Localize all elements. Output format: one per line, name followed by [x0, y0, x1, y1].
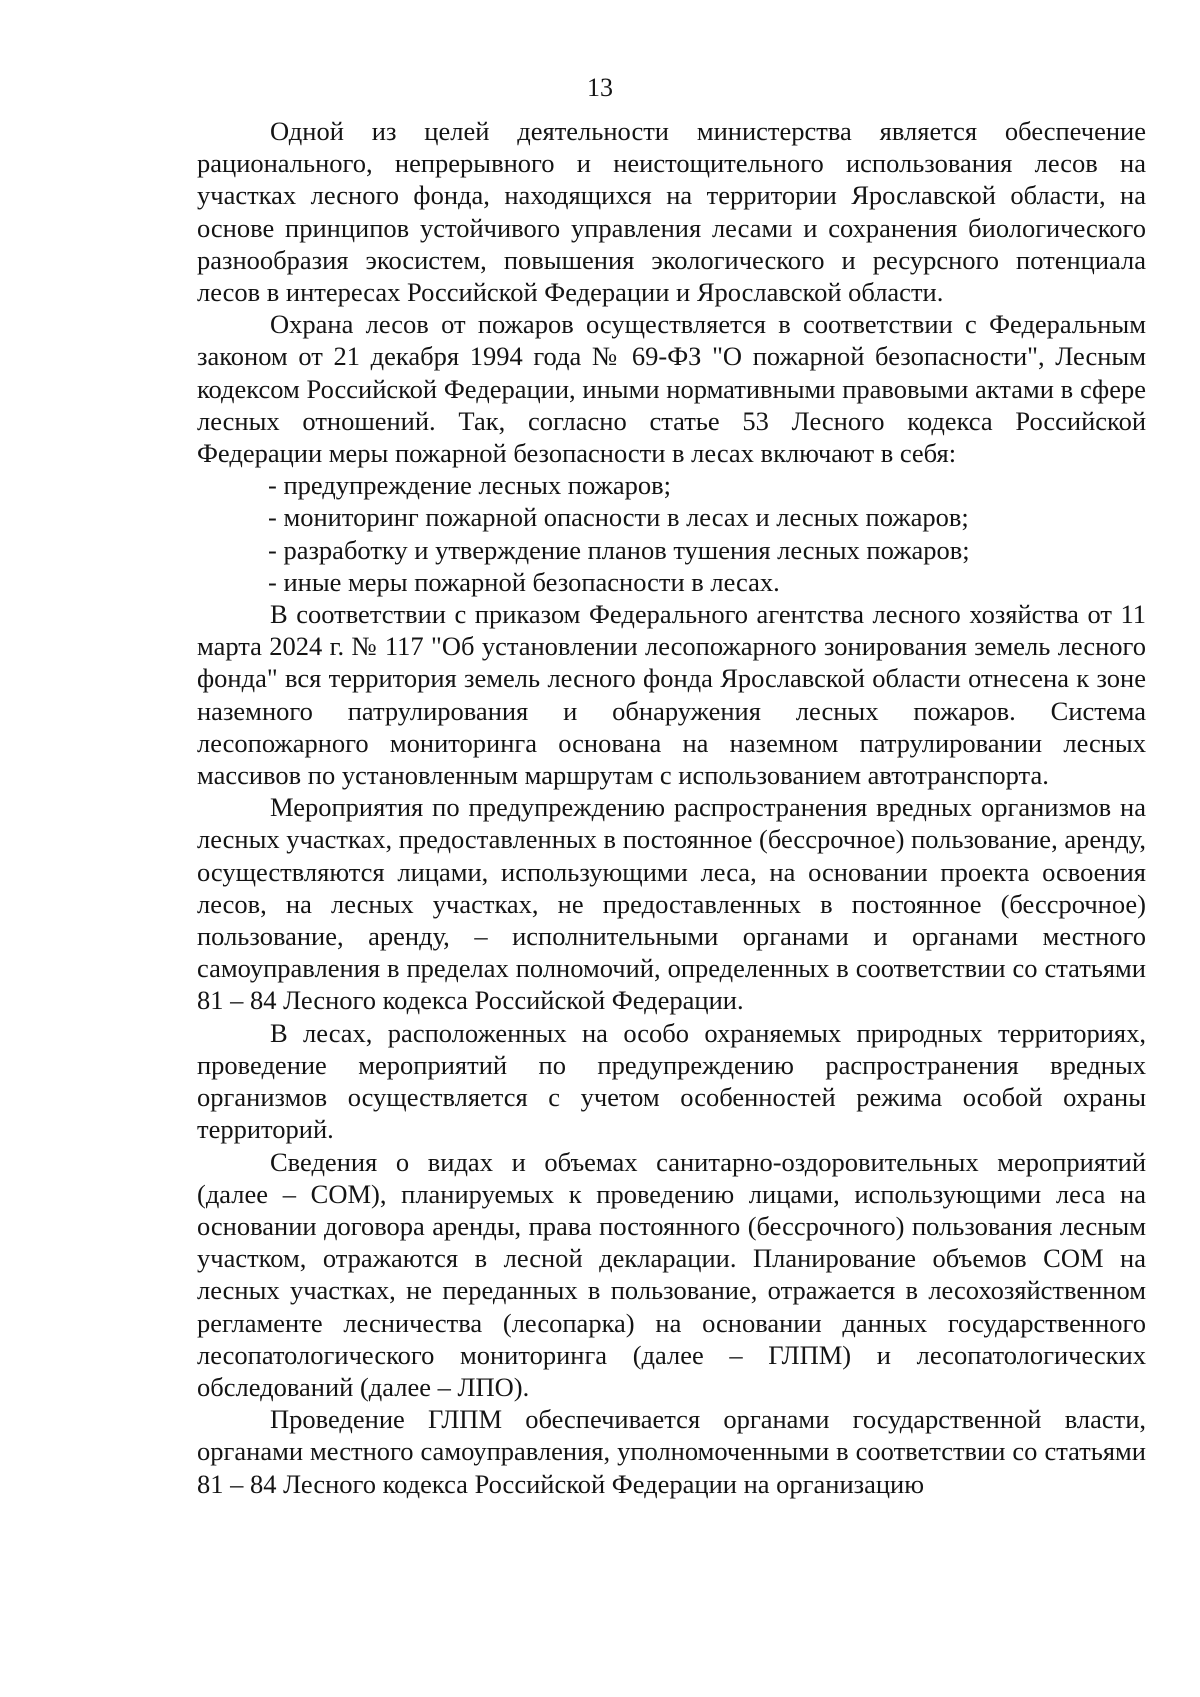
paragraph-fire-protection: Охрана лесов от пожаров осуществляется в соответствии с Федеральным законом от 21 декабря 1994 года № 69-ФЗ "О пожарной безопасности", Лесным кодексом Российской Федерации, иными нормативными правовыми актами в сфере лесных отношений. Так, согласно статье 53 Лесного кодекса Российской Федерации меры пожарной безопасности в лесах включают в себя: — [197, 309, 1146, 469]
paragraph-sanitary-measures: Сведения о видах и объемах санитарно-оздоровительных мероприятий (далее – СОМ), планируемых к проведению лицами, использующими леса на основании договора аренды, права постоянного (бессрочного) пользования лесным участком, отражаются в лесной декларации. Планирование объемов СОМ на лесных участках, не переданных в пользование, отражается в лесохозяйственном регламенте лесничества (лесопарка) на основании данных государственного лесопатологического мониторинга (далее – ГЛПМ) и лесопатологических обследований (далее – ЛПО). — [197, 1146, 1146, 1402]
paragraph-pest-prevention: Мероприятия по предупреждению распространения вредных организмов на лесных участках, предоставленных в постоянное (бессрочное) пользование, аренду, осуществляются лицами, использующими леса, на основании проекта освоения лесов, на лесных участках, не предоставленных в постоянное (бессрочное) пользование, аренду, – исполнительными органами и органами местного самоуправления в пределах полномочий, определенных в соответствии со статьями 81 – 84 Лесного кодекса Российской Федерации. — [197, 792, 1146, 1016]
list-item: - иные меры пожарной безопасности в лесах. — [268, 566, 780, 597]
page-number: 13 — [587, 73, 613, 102]
paragraph-ministry-goals: Одной из целей деятельности министерства является обеспечение рационального, непрерывного и неистощительного использования лесов на участках лесного фонда, находящихся на территории Ярославской области, на основе принципов устойчивого управления лесами и сохранения биологического разнообразия экосистем, повышения экологического и ресурсного потенциала лесов в интересах Российской Федерации и Ярославской области. — [197, 116, 1146, 308]
list-item: - мониторинг пожарной опасности в лесах и лесных пожаров; — [268, 502, 969, 533]
fire-measures-list — [197, 469, 1146, 598]
paragraph-glpm: Проведение ГЛПМ обеспечивается органами государственной власти, органами местного самоуправления, уполномоченными в соответствии со статьями 81 – 84 Лесного кодекса Российской Федерации на организацию — [197, 1404, 1146, 1499]
document-body — [197, 115, 1146, 1500]
paragraph-protected-areas: В лесах, расположенных на особо охраняемых природных территориях, проведение мероприятий по предупреждению распространения вредных организмов осуществляется с учетом особенностей режима особой охраны территорий. — [197, 1017, 1146, 1145]
list-item: - предупреждение лесных пожаров; — [268, 470, 672, 501]
paragraph-fire-zoning: В соответствии с приказом Федерального агентства лесного хозяйства от 11 марта 2024 г. № 117 "Об установлении лесопожарного зонирования земель лесного фонда" вся территория земель лесного фонда Ярославской области отнесена к зоне наземного патрулирования и обнаружения лесных пожаров. Система лесопожарного мониторинга основана на наземном патрулировании лесных массивов по установленным маршрутам с использованием автотранспорта. — [197, 599, 1146, 791]
list-item: - разработку и утверждение планов тушения лесных пожаров; — [268, 534, 970, 565]
